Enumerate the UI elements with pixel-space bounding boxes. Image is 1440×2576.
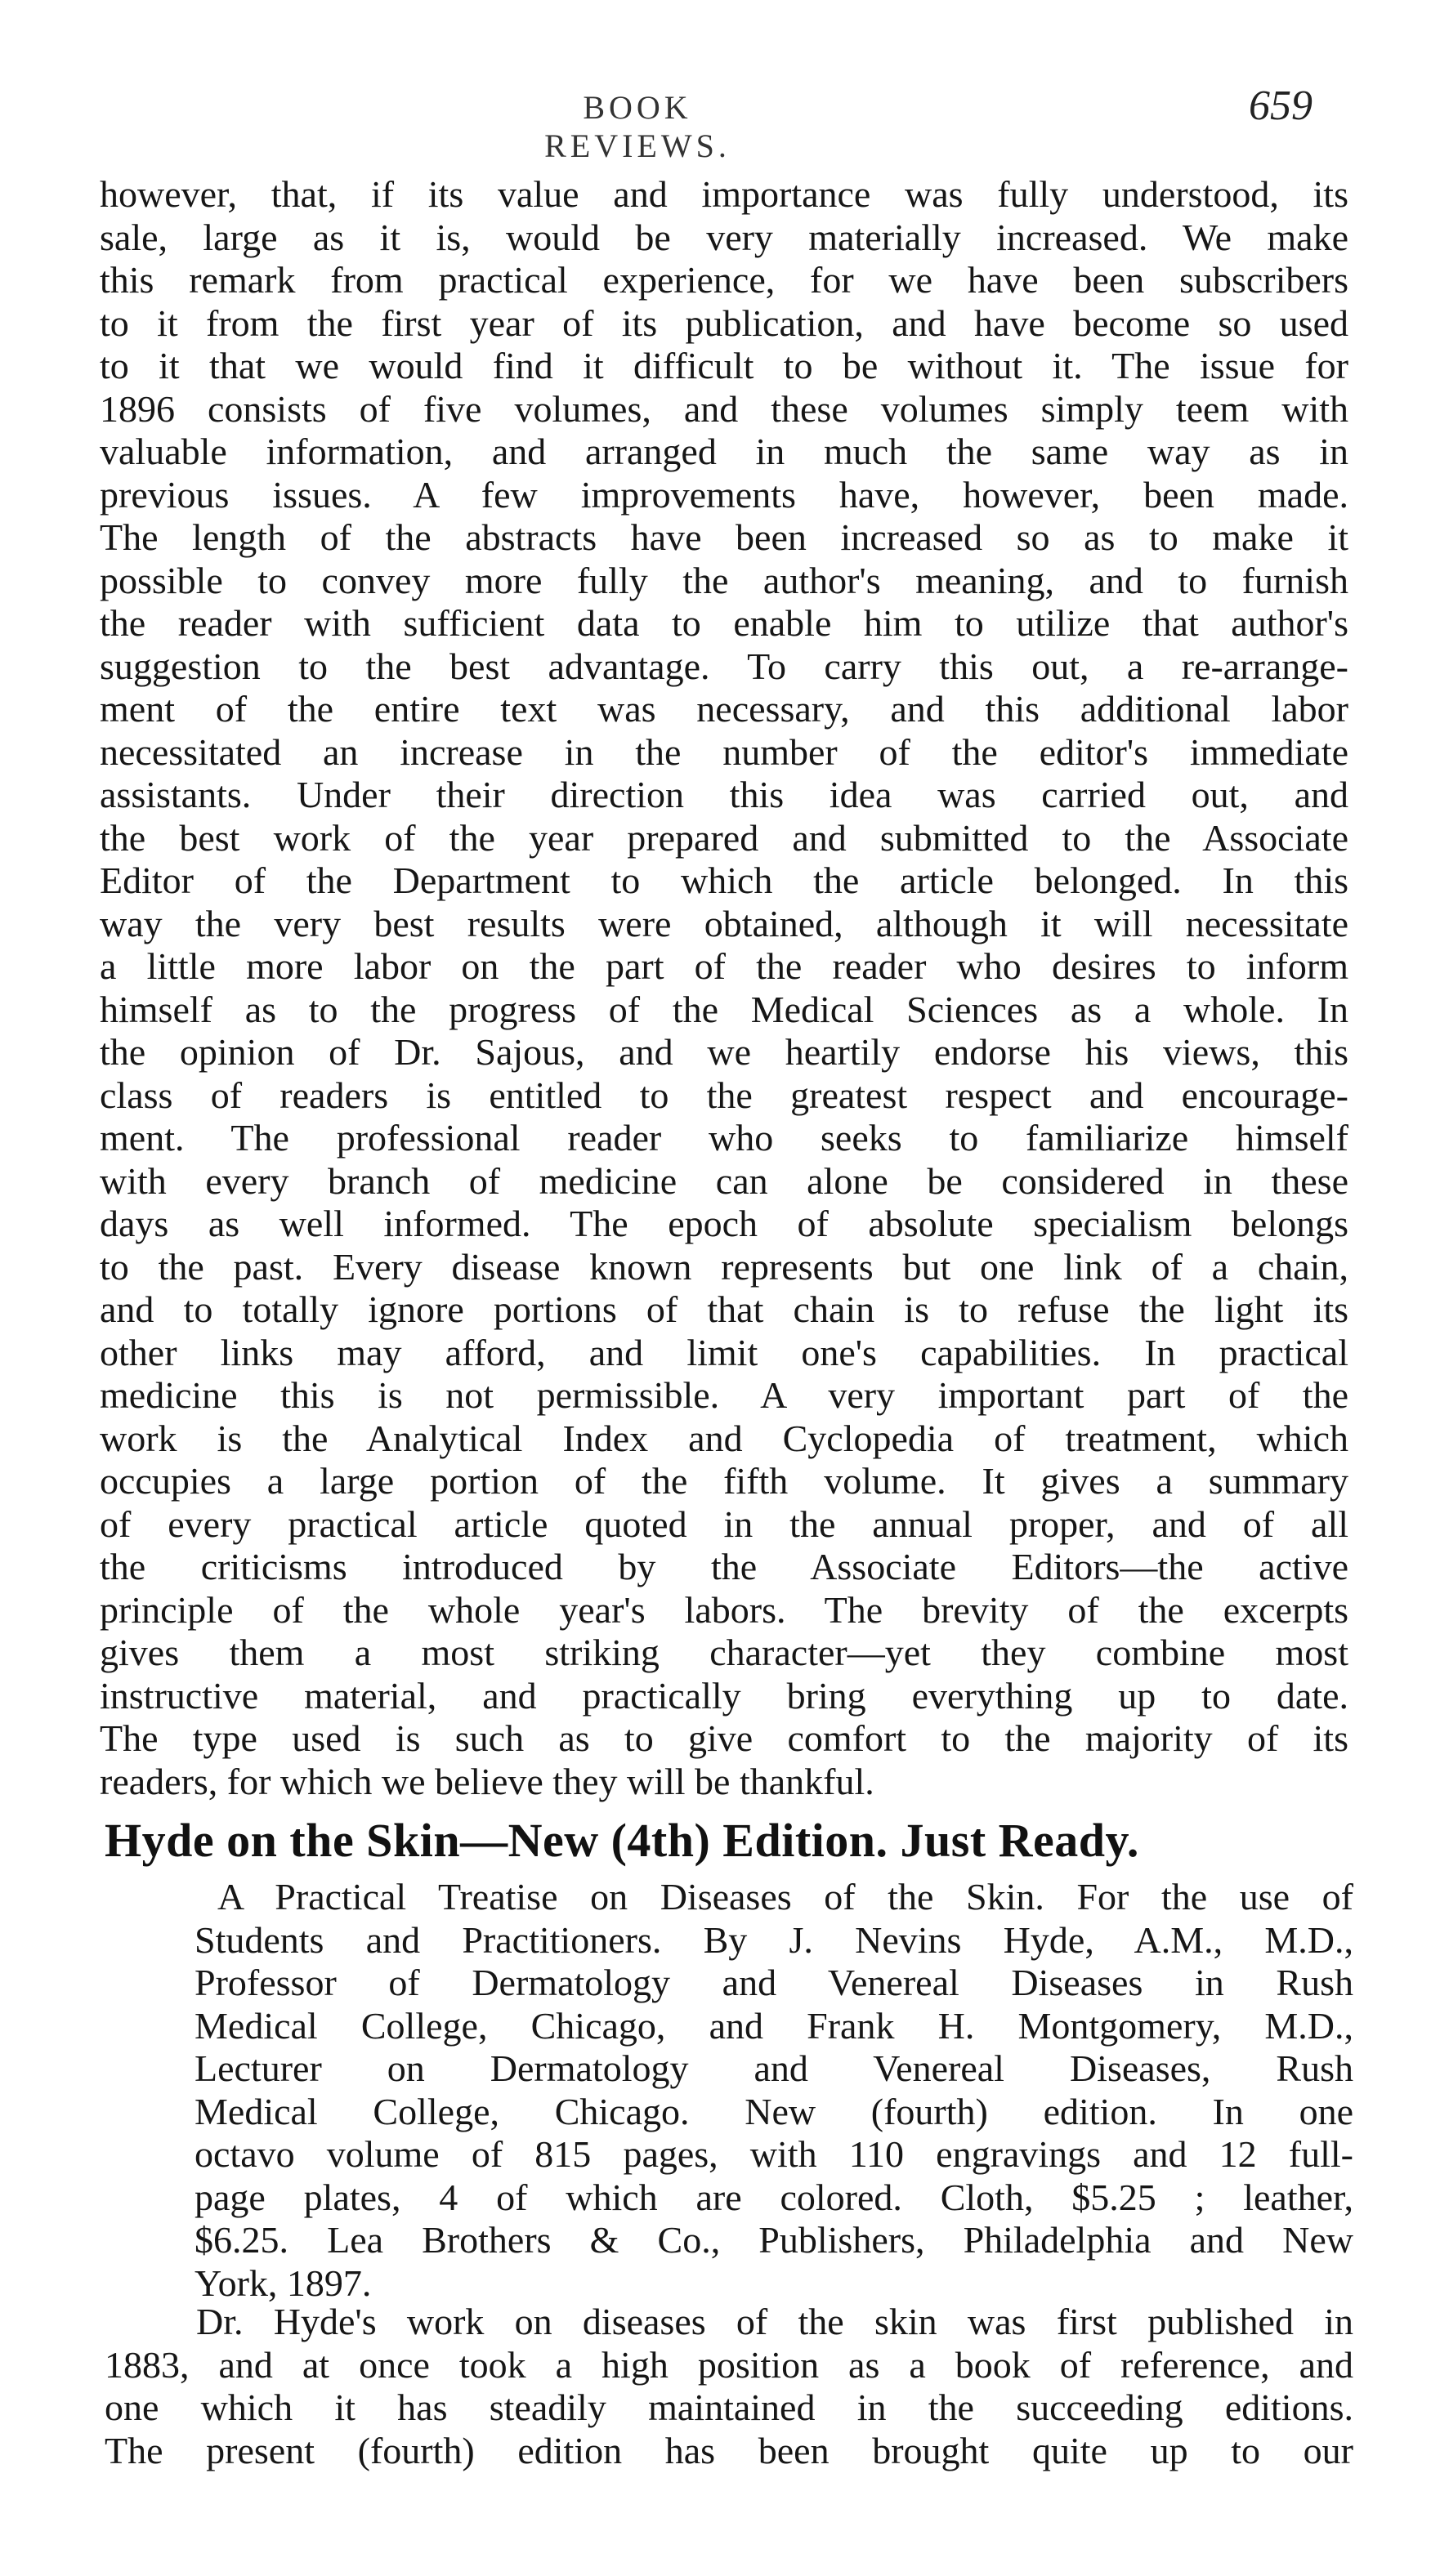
text-line: to it that we would find it difficult to be without it. The issue for — [100, 345, 1348, 386]
text-line: principle of the whole year's labors. The brevity of the excerpts — [100, 1588, 1348, 1631]
text-line: necessitated an increase in the number of the editor's immediate — [100, 730, 1348, 773]
text-line: to it from the first year of its publication, and have become so used — [100, 301, 1348, 344]
text-line: way the very best results were obtained, although it will necessitate — [100, 902, 1348, 944]
citation-line: $6.25. Lea Brothers & Co., Publishers, Philadelphia and New — [195, 2219, 1353, 2261]
text-line: of every practical article quoted in the annual proper, and of all — [100, 1502, 1348, 1545]
text-line: previous issues. A few improvements have, however, been made. — [100, 473, 1348, 516]
citation-line: York, 1897. — [195, 2261, 372, 2304]
page-number: 659 — [1249, 83, 1313, 129]
citation-line: Professor of Dermatology and Venereal Diseases in Rush — [195, 1962, 1353, 2003]
text-line: the criticisms introduced by the Associate Editors—the active — [100, 1546, 1348, 1587]
text-line: Editor of the Department to which the article belonged. In this — [100, 859, 1348, 901]
text-line: class of readers is entitled to the greatest respect and encourage- — [100, 1074, 1348, 1116]
text-line: The present (fourth) edition has been brought quite up to our — [105, 2429, 1353, 2471]
text-line: days as well informed. The epoch of absolute specialism belongs — [100, 1203, 1348, 1244]
text-line: assistants. Under their direction this idea was carried out, and — [100, 774, 1348, 815]
citation-line: Medical College, Chicago. New (fourth) edition. In one — [195, 2090, 1353, 2132]
citation-line: octavo volume of 815 pages, with 110 engravings and 12 full- — [195, 2133, 1353, 2175]
citation-line: page plates, 4 of which are colored. Cloth, $5.25 ; leather, — [195, 2176, 1353, 2218]
review-heading: Hyde on the Skin—New (4th) Edition. Just Ready. — [105, 1814, 1139, 1867]
hyde-review-body — [105, 2301, 1353, 2472]
text-line: however, that, if its value and importance was fully understood, its — [100, 173, 1348, 215]
text-line: the best work of the year prepared and submitted to the Associate — [100, 816, 1348, 859]
text-line: sale, large as it is, would be very materially increased. We make — [100, 216, 1348, 258]
citation-line: A Practical Treatise on Diseases of the Skin. For the use of — [217, 1876, 1353, 1917]
text-line: ment of the entire text was necessary, and this additional labor — [100, 688, 1348, 730]
book-citation — [195, 1876, 1353, 2305]
text-line: readers, for which we believe they will be thankful. — [100, 1760, 874, 1802]
text-line: gives them a most striking character—yet they combine most — [100, 1632, 1348, 1673]
citation-line: Students and Practitioners. By J. Nevins Hyde, A.M., M.D., — [195, 1918, 1353, 1961]
text-line: ment. The professional reader who seeks to familiarize himself — [100, 1117, 1348, 1159]
text-line: the opinion of Dr. Sajous, and we heartily endorse his views, this — [100, 1031, 1348, 1073]
text-line: instructive material, and practically bring everything up to date. — [100, 1674, 1348, 1717]
running-head: BOOK REVIEWS. — [544, 89, 731, 164]
text-line: and to totally ignore portions of that chain is to refuse the light its — [100, 1288, 1348, 1330]
text-line: this remark from practical experience, for we have been subscribers — [100, 259, 1348, 301]
text-line: work is the Analytical Index and Cyclopedia of treatment, which — [100, 1417, 1348, 1459]
text-line: with every branch of medicine can alone be considered in these — [100, 1159, 1348, 1202]
text-line: other links may afford, and limit one's capabilities. In practical — [100, 1331, 1348, 1373]
text-line: the reader with sufficient data to enable him to utilize that author's — [100, 602, 1348, 644]
text-line: to the past. Every disease known represents but one link of a chain, — [100, 1245, 1348, 1288]
text-line: himself as to the progress of the Medical Sciences as a whole. In — [100, 988, 1348, 1030]
text-line: a little more labor on the part of the reader who desires to inform — [100, 945, 1348, 987]
text-line: possible to convey more fully the author's meaning, and to furnish — [100, 559, 1348, 601]
text-line: The type used is such as to give comfort to the majority of its — [100, 1717, 1348, 1759]
text-line: The length of the abstracts have been increased so as to make it — [100, 516, 1348, 558]
text-line: 1883, and at once took a high position as a book of reference, and — [105, 2343, 1353, 2386]
review-continuation-text — [100, 173, 1348, 1803]
text-line: medicine this is not permissible. A very important part of the — [100, 1374, 1348, 1416]
citation-line: Medical College, Chicago, and Frank H. Montgomery, M.D., — [195, 2004, 1353, 2047]
text-line: one which it has steadily maintained in the succeeding editions. — [105, 2386, 1353, 2428]
text-line: Dr. Hyde's work on diseases of the skin was first published in — [196, 2301, 1353, 2342]
text-line: occupies a large portion of the fifth volume. It gives a summary — [100, 1460, 1348, 1502]
citation-line: Lecturer on Dermatology and Venereal Diseases, Rush — [195, 2047, 1353, 2089]
text-line: suggestion to the best advantage. To carry this out, a re-arrange- — [100, 645, 1348, 687]
text-line: valuable information, and arranged in much the same way as in — [100, 431, 1348, 472]
text-line: 1896 consists of five volumes, and these volumes simply teem with — [100, 387, 1348, 430]
